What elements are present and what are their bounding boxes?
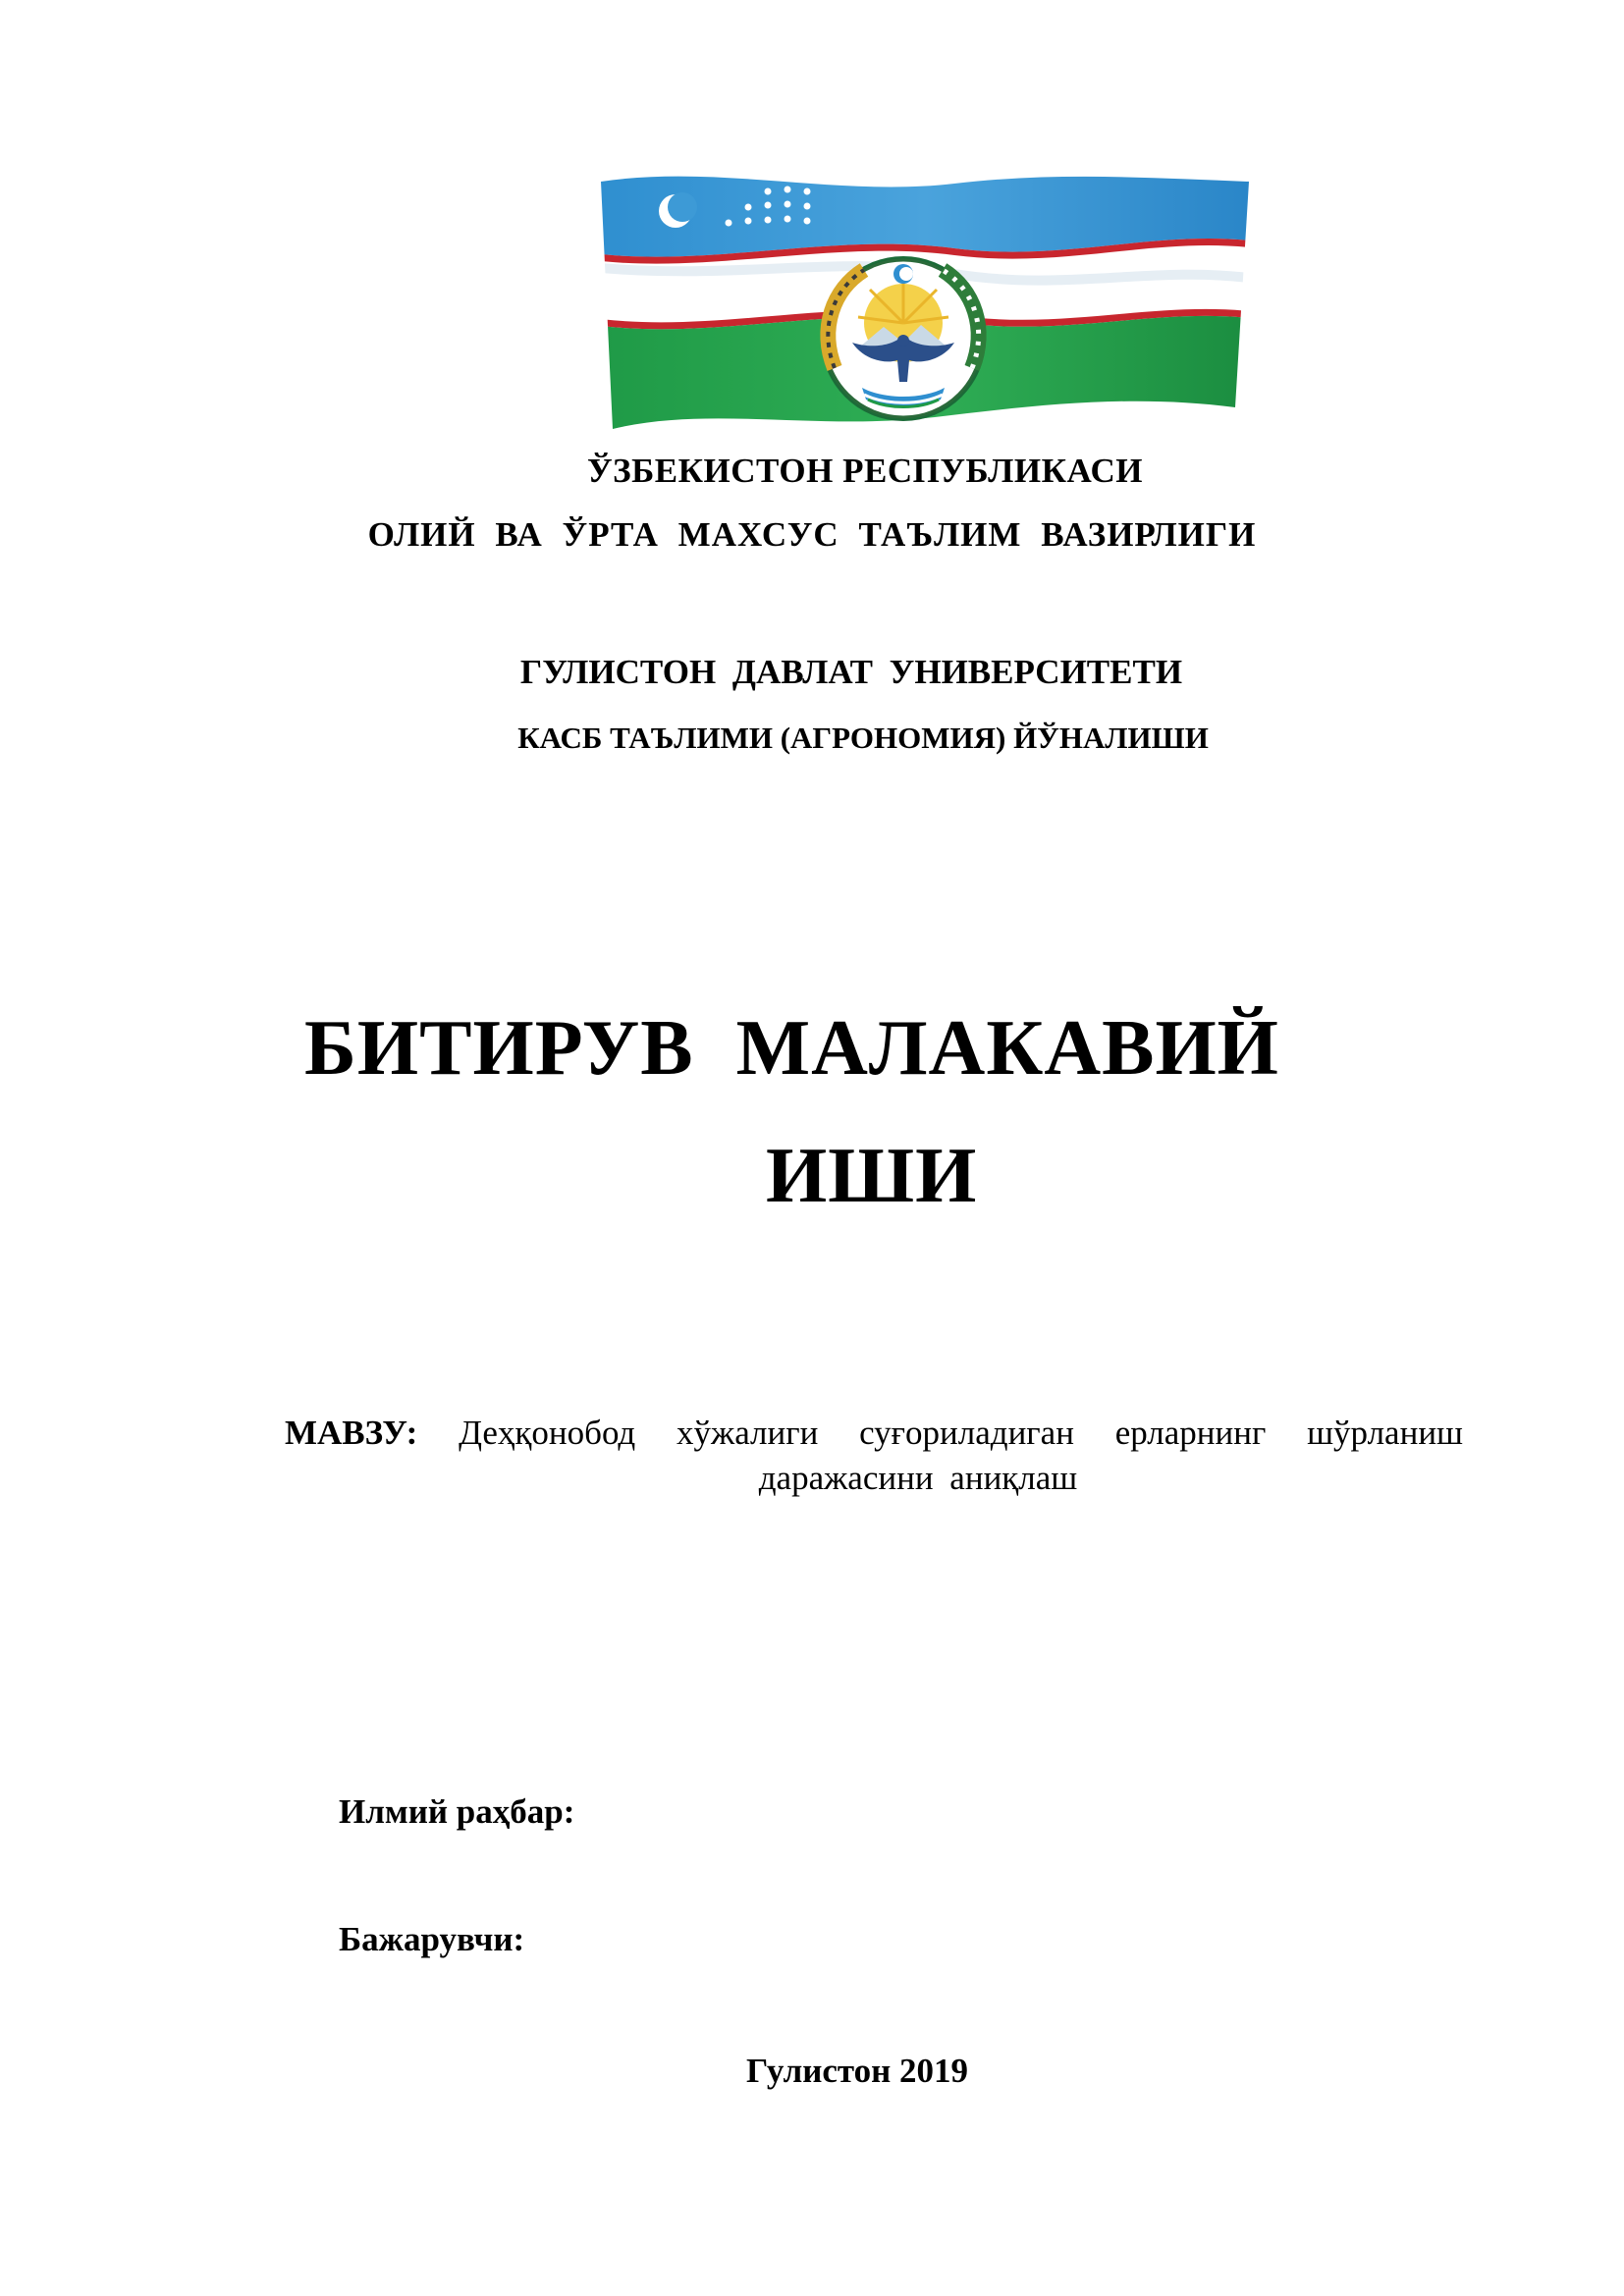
thesis-title-line-1: БИТИРУВ МАЛАКАВИЙ <box>304 1005 1279 1092</box>
supervisor-label: Илмий раҳбар: <box>339 1792 575 1831</box>
author-label: Бажарувчи: <box>339 1920 525 1958</box>
uzbekistan-flag-icon <box>601 172 1249 435</box>
republic-name: ЎЗБЕКИСТОН РЕСПУБЛИКАСИ <box>587 452 1143 490</box>
topic-block <box>285 1411 1463 1501</box>
place-year: Гулистон 2019 <box>746 2052 969 2090</box>
uzbekistan-state-emblem-icon <box>821 256 986 421</box>
thesis-title-line-2: ИШИ <box>766 1133 978 1219</box>
topic-text-1: Деҳқонобод хўжалиги суғориладиган ерларнинг шўрланиш <box>459 1414 1464 1452</box>
topic-label: МАВЗУ: <box>285 1414 418 1452</box>
department-name: КАСБ ТАЪЛИМИ (АГРОНОМИЯ) ЙЎНАЛИШИ <box>517 721 1209 755</box>
topic-line-2: даражасини аниқлаш <box>758 1459 1078 1497</box>
topic-line-1 <box>285 1411 1463 1456</box>
university-name: ГУЛИСТОН ДАВЛАТ УНИВЕРСИТЕТИ <box>519 653 1183 691</box>
ministry-name: ОЛИЙ ВА ЎРТА МАХСУС ТАЪЛИМ ВАЗИРЛИГИ <box>367 515 1257 554</box>
